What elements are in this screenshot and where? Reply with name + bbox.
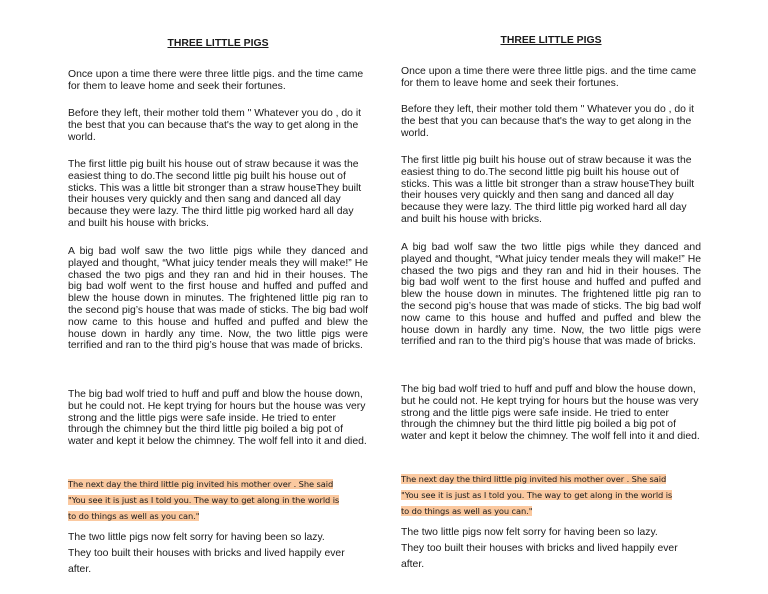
highlight-line-1: The next day the third little pig invited his mother over . She said xyxy=(68,479,334,489)
ending-line-2: They too built their houses with bricks and lived happily ever after. xyxy=(401,543,678,570)
paragraph-5: The big bad wolf tried to huff and puff and blow the house down, but he could not. He kept trying for hours but the house was very strong and the little pigs were safe inside. He tried to enter through the chimney but the third little pig boiled a big pot of water and kept it below the chimney. The wolf fell into it and died. xyxy=(401,384,700,443)
highlight-line-3: to do things as well as you can." xyxy=(401,506,533,516)
paragraph-3: The first little pig built his house out of straw because it was the easiest thing to do.The second little pig built his house out of sticks. This was a little bit stronger than a straw houseThey built their houses very quickly and then sang and danced all day because they were lazy. The third little pig worked hard all day and built his house with bricks. xyxy=(68,159,362,229)
paragraph-2: Before they left, their mother told them " Whatever you do , do it the best that you can because that's the way to get along in the world. xyxy=(401,104,695,139)
highlight-line-3: to do things as well as you can." xyxy=(68,511,200,521)
paragraph-1: Once upon a time there were three little pigs. and the time came for them to leave home and seek their fortunes. xyxy=(68,69,364,92)
story-title: THREE LITTLE PIGS xyxy=(167,38,269,49)
highlighted-quote xyxy=(401,471,701,519)
paragraph-2: Before they left, their mother told them " Whatever you do , do it the best that you can because that's the way to get along in the world. xyxy=(68,108,362,143)
paragraph-4: A big bad wolf saw the two little pigs while they danced and played and thought, “What juicy tender meals they will make!” He chased the two pigs and they ran and hid in their houses. The big bad wolf went to the first house and huffed and puffed and blew the house down in minutes. The frightened little pig ran to the second pig’s house that was made of sticks. The big bad wolf now came to this house and huffed and puffed and blew the house down in hardly any time. Now, the two little pigs were terrified and ran to the third pig’s house that was made of bricks. xyxy=(401,242,701,348)
highlight-line-2: "You see it is just as I told you. The way to get along in the world is xyxy=(68,495,340,505)
highlight-line-2: "You see it is just as I told you. The way to get along in the world is xyxy=(401,490,673,500)
ending-line-1: The two little pigs now felt sorry for having been so lazy. xyxy=(68,532,325,543)
story-title: THREE LITTLE PIGS xyxy=(500,35,602,46)
paragraph-4: A big bad wolf saw the two little pigs while they danced and played and thought, “What juicy tender meals they will make!” He chased the two pigs and they ran and hid in their houses. The big bad wolf went to the first house and huffed and puffed and blew the house down in minutes. The frightened little pig ran to the second pig’s house that was made of sticks. The big bad wolf now came to this house and huffed and puffed and blew the house down in hardly any time. Now, the two little pigs were terrified and ran to the third pig’s house that was made of bricks. xyxy=(68,246,368,352)
paragraph-3: The first little pig built his house out of straw because it was the easiest thing to do.The second little pig built his house out of sticks. This was a little bit stronger than a straw houseThey built their houses very quickly and then sang and danced all day because they were lazy. The third little pig worked hard all day and built his house with bricks. xyxy=(401,155,695,225)
highlight-line-1: The next day the third little pig invited his mother over . She said xyxy=(401,474,667,484)
paragraph-1: Once upon a time there were three little pigs. and the time came for them to leave home and seek their fortunes. xyxy=(401,66,697,89)
paragraph-5: The big bad wolf tried to huff and puff and blow the house down, but he could not. He kept trying for hours but the house was very strong and the little pigs were safe inside. He tried to enter through the chimney but the third little pig boiled a big pot of water and kept it below the chimney. The wolf fell into it and died. xyxy=(68,389,367,448)
ending-line-2: They too built their houses with bricks and lived happily ever after. xyxy=(68,548,345,575)
ending-line-1: The two little pigs now felt sorry for having been so lazy. xyxy=(401,527,658,538)
highlighted-quote xyxy=(68,476,368,524)
